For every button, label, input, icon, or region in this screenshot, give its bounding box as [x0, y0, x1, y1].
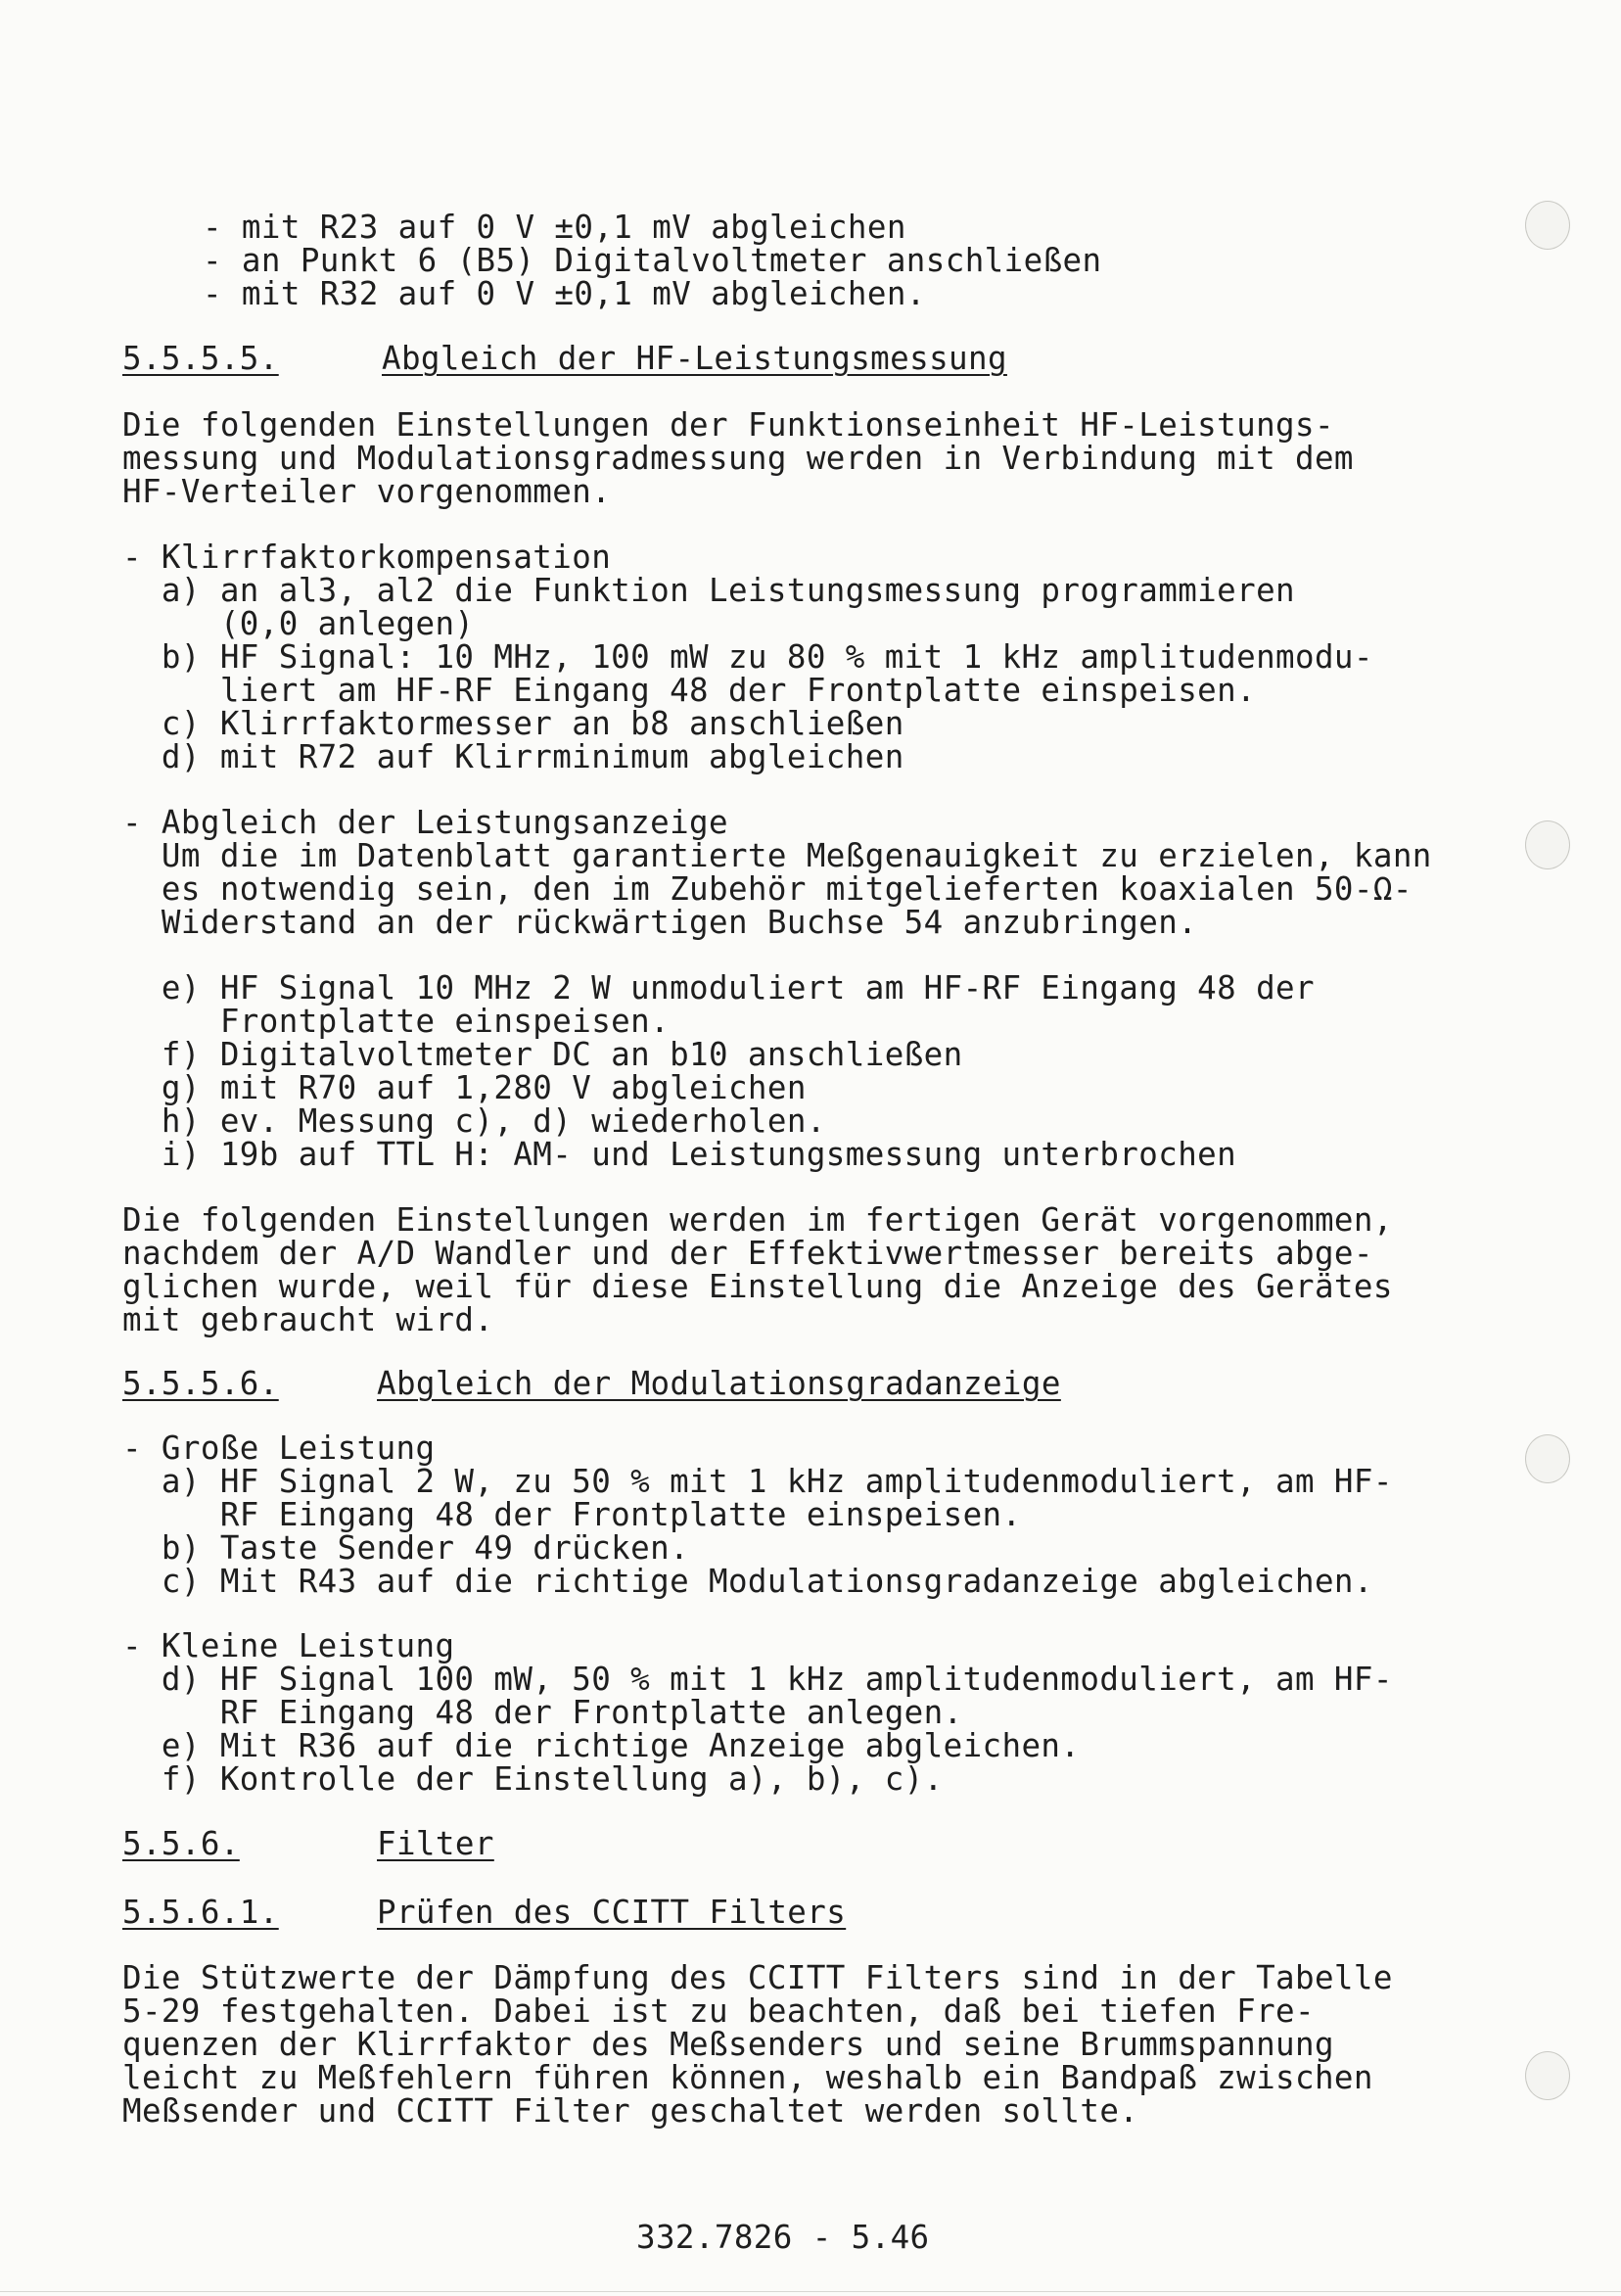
paragraph-line: Die folgenden Einstellungen werden im fertigen Gerät vorgenommen,	[122, 1201, 1393, 1239]
section-number: 5.5.5.5.	[122, 340, 279, 377]
list-item: d) mit R72 auf Klirrminimum abgleichen	[122, 738, 904, 775]
list-item: es notwendig sein, den im Zubehör mitgelieferten koaxialen 50-Ω-	[122, 870, 1413, 908]
list-item: - Abgleich der Leistungsanzeige	[122, 804, 728, 841]
paragraph-line: HF-Verteiler vorgenommen.	[122, 473, 612, 510]
paragraph-line: leicht zu Meßfehlern führen können, weshalb ein Bandpaß zwischen	[122, 2059, 1373, 2096]
paragraph-line: Die folgenden Einstellungen der Funktionseinheit HF-Leistungs-	[122, 406, 1334, 444]
section-number: 5.5.5.6.	[122, 1365, 279, 1402]
section-number: 5.5.6.	[122, 1825, 240, 1862]
list-item: a) HF Signal 2 W, zu 50 % mit 1 kHz amplitudenmoduliert, am HF-	[122, 1463, 1393, 1500]
list-item: i) 19b auf TTL H: AM- und Leistungsmessung unterbrochen	[122, 1136, 1237, 1173]
paragraph-line: glichen wurde, weil für diese Einstellung die Anzeige des Gerätes	[122, 1268, 1393, 1305]
list-item: d) HF Signal 100 mW, 50 % mit 1 kHz amplitudenmoduliert, am HF-	[122, 1661, 1393, 1698]
list-item: RF Eingang 48 der Frontplatte anlegen.	[122, 1694, 963, 1731]
paragraph-line: Die Stützwerte der Dämpfung des CCITT Filters sind in der Tabelle	[122, 1959, 1393, 1996]
section-title: Prüfen des CCITT Filters	[377, 1894, 847, 1931]
list-item: - mit R32 auf 0 V ±0,1 mV abgleichen.	[203, 275, 926, 312]
list-item: f) Kontrolle der Einstellung a), b), c).	[122, 1760, 944, 1798]
list-item: - mit R23 auf 0 V ±0,1 mV abgleichen	[203, 209, 906, 246]
page-bottom-edge	[0, 2291, 1621, 2292]
paragraph-line: messung und Modulationsgradmessung werden in Verbindung mit dem	[122, 440, 1354, 477]
paragraph-line: nachdem der A/D Wandler und der Effektivwertmesser bereits abge-	[122, 1235, 1373, 1272]
list-item: - an Punkt 6 (B5) Digitalvoltmeter anschließen	[203, 242, 1102, 279]
list-item: c) Klirrfaktormesser an b8 anschließen	[122, 705, 904, 742]
list-item: - Große Leistung	[122, 1429, 436, 1467]
list-item: - Klirrfaktorkompensation	[122, 539, 612, 576]
list-item: Frontplatte einspeisen.	[122, 1003, 671, 1040]
list-item: c) Mit R43 auf die richtige Modulationsgradanzeige abgleichen.	[122, 1563, 1373, 1600]
section-number: 5.5.6.1.	[122, 1894, 279, 1931]
list-item: Widerstand an der rückwärtigen Buchse 54 anzubringen.	[122, 904, 1198, 941]
section-title: Abgleich der HF-Leistungsmessung	[382, 340, 1007, 377]
list-item: Um die im Datenblatt garantierte Meßgenauigkeit zu erzielen, kann	[122, 837, 1432, 874]
list-item: e) HF Signal 10 MHz 2 W unmoduliert am HF-RF Eingang 48 der	[122, 969, 1315, 1007]
list-item: g) mit R70 auf 1,280 V abgleichen	[122, 1069, 807, 1106]
list-item: b) Taste Sender 49 drücken.	[122, 1529, 690, 1567]
list-item: liert am HF-RF Eingang 48 der Frontplatte einspeisen.	[122, 672, 1257, 709]
list-item: a) an al3, al2 die Funktion Leistungsmessung programmieren	[122, 572, 1295, 609]
list-item: f) Digitalvoltmeter DC an b10 anschließen	[122, 1036, 963, 1073]
list-item: h) ev. Messung c), d) wiederholen.	[122, 1102, 826, 1140]
punch-hole	[1525, 1434, 1570, 1483]
list-item: e) Mit R36 auf die richtige Anzeige abgleichen.	[122, 1727, 1081, 1764]
page-footer: 332.7826 - 5.46	[636, 2219, 930, 2256]
list-item: (0,0 anlegen)	[122, 605, 475, 642]
paragraph-line: quenzen der Klirrfaktor des Meßsenders und seine Brummspannung	[122, 2026, 1334, 2063]
list-item: - Kleine Leistung	[122, 1627, 455, 1664]
list-item: RF Eingang 48 der Frontplatte einspeisen.	[122, 1496, 1022, 1533]
section-title: Abgleich der Modulationsgradanzeige	[377, 1365, 1061, 1402]
section-title: Filter	[377, 1825, 494, 1862]
paragraph-line: Meßsender und CCITT Filter geschaltet werden sollte.	[122, 2092, 1139, 2130]
list-item: b) HF Signal: 10 MHz, 100 mW zu 80 % mit 1 kHz amplitudenmodu-	[122, 638, 1373, 676]
punch-hole	[1525, 2051, 1570, 2100]
punch-hole	[1525, 820, 1570, 869]
paragraph-line: 5-29 festgehalten. Dabei ist zu beachten, daß bei tiefen Fre-	[122, 1992, 1315, 2030]
punch-hole	[1525, 201, 1570, 250]
paragraph-line: mit gebraucht wird.	[122, 1301, 494, 1338]
